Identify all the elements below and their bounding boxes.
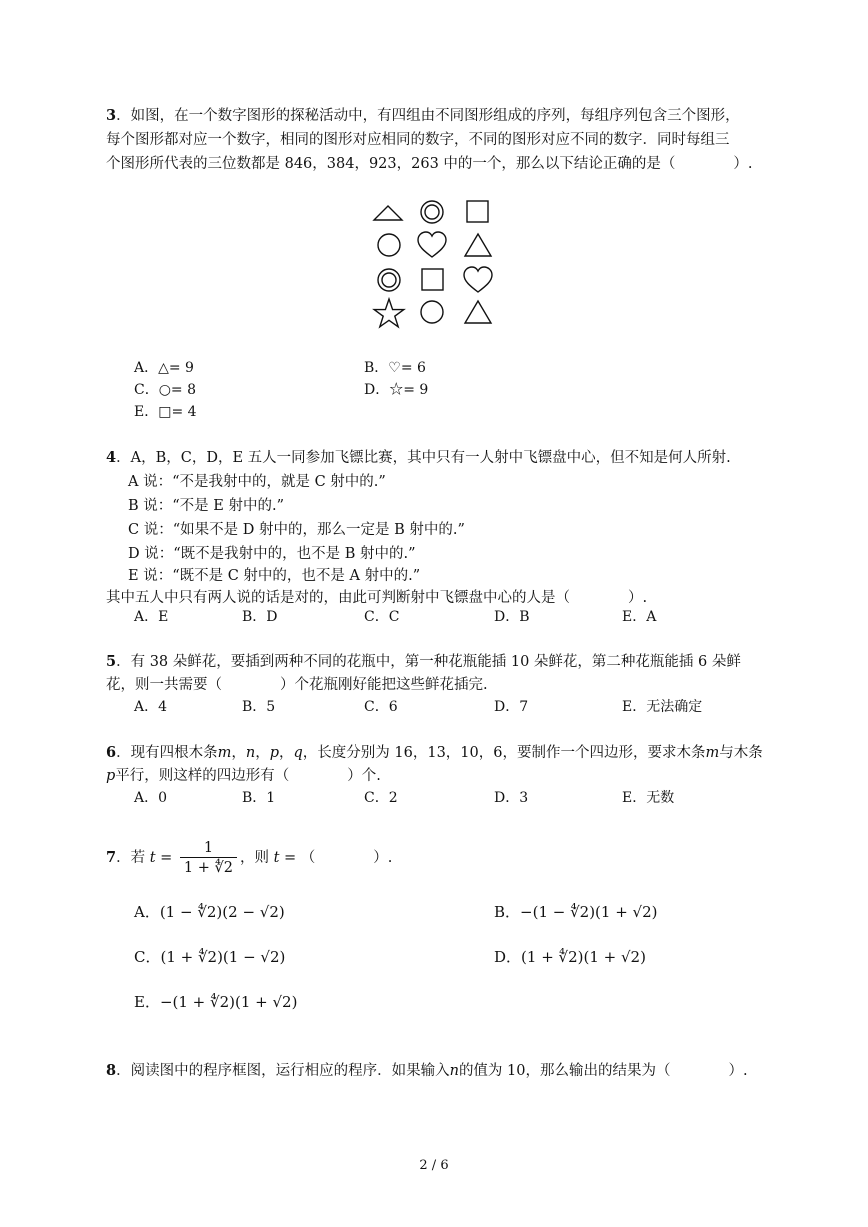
q4-option-a[interactable]: A．E bbox=[134, 609, 169, 625]
q8-number: 8 bbox=[106, 1062, 117, 1079]
q7-option-d[interactable]: D．(1 + ∜2)(1 + √2) bbox=[494, 948, 646, 966]
q4-line-last: 其中五人中只有两人说的话是对的，由此可判断射中飞镖盘中心的人是（ ）. bbox=[106, 590, 648, 606]
q6-number: 6 bbox=[106, 744, 117, 761]
q6-var-q: q bbox=[293, 745, 303, 761]
q8-var-n: n bbox=[449, 1063, 459, 1079]
circle-icon bbox=[378, 234, 400, 256]
q5-option-e[interactable]: E．无法确定 bbox=[622, 699, 703, 715]
q3-option-e[interactable]: E．□= 4 bbox=[134, 404, 197, 420]
q3-option-c[interactable]: C．○= 8 bbox=[134, 382, 197, 398]
q6-sep-1: ， bbox=[231, 745, 246, 761]
q4-statement-c: C 说：“如果不是 D 射中的，那么一定是 B 射中的.” bbox=[128, 522, 465, 538]
q4-option-e[interactable]: E．A bbox=[622, 609, 657, 625]
triangle-icon bbox=[374, 206, 402, 220]
q5-text-1: ．有 38 朵鲜花，要插到两种不同的花瓶中，第一种花瓶能插 10 朵鲜花，第二种花瓶能插 6 朵鲜 bbox=[116, 654, 741, 670]
q4-statement-e: E 说：“既不是 C 射中的，也不是 A 射中的.” bbox=[128, 568, 421, 584]
q7-mid: ，则 bbox=[239, 850, 274, 866]
q6-sep-2: ， bbox=[255, 745, 270, 761]
q3-option-d[interactable]: D．☆= 9 bbox=[364, 382, 429, 398]
q7-option-c[interactable]: C．(1 + ∜2)(1 − √2) bbox=[134, 948, 286, 966]
q7-prefix: ．若 bbox=[116, 850, 150, 866]
q6-var-n: n bbox=[245, 745, 256, 761]
heart-icon bbox=[464, 267, 492, 292]
q6-var-m: m bbox=[217, 745, 232, 761]
q7-option-e[interactable]: E．−(1 + ∜2)(1 + √2) bbox=[134, 993, 298, 1011]
q4-statement-b: B 说：“不是 E 射中的.” bbox=[128, 498, 285, 514]
circle-icon bbox=[421, 301, 443, 323]
q6-var-p2: p bbox=[106, 768, 116, 784]
double-circle-icon bbox=[421, 201, 443, 223]
heart-icon bbox=[418, 232, 446, 257]
q5-option-d[interactable]: D．7 bbox=[494, 699, 529, 715]
q6-var-p: p bbox=[269, 745, 279, 761]
q5-option-c[interactable]: C．6 bbox=[364, 699, 398, 715]
q7-var-t2: t bbox=[273, 850, 280, 866]
q6-option-e[interactable]: E．无数 bbox=[622, 790, 675, 806]
q7-option-a[interactable]: A．(1 − ∜2)(2 − √2) bbox=[134, 903, 285, 921]
q7-line-1 bbox=[106, 838, 392, 878]
page-number: 2 / 6 bbox=[419, 1158, 449, 1173]
star-icon bbox=[374, 299, 404, 327]
q6-option-b[interactable]: B．1 bbox=[242, 790, 276, 806]
q6-sep-3: ， bbox=[278, 745, 294, 761]
q3-number: 3 bbox=[106, 107, 117, 124]
q8-text-b: 的值为 10，那么输出的结果为（ ）. bbox=[458, 1063, 748, 1079]
triangle-icon bbox=[465, 234, 491, 256]
q5-line-2: 花，则一共需要（ ）个花瓶刚好能把这些鲜花插完. bbox=[106, 677, 488, 693]
q5-line-1 bbox=[106, 652, 741, 672]
q3-option-a[interactable]: A．△= 9 bbox=[134, 360, 194, 376]
q7-var-t: t bbox=[149, 850, 156, 866]
q4-option-d[interactable]: D．B bbox=[494, 609, 530, 625]
double-circle-icon bbox=[378, 269, 400, 291]
shape-grid-figure bbox=[368, 196, 512, 336]
square-icon bbox=[467, 201, 488, 222]
q6-line-2 bbox=[106, 766, 381, 786]
q4-statement-a: A 说：“不是我射中的，就是 C 射中的.” bbox=[128, 474, 386, 490]
q3-line-2: 每个图形都对应一个数字，相同的图形对应相同的数字，不同的图形对应不同的数字．同时每组三 bbox=[106, 132, 730, 148]
q4-option-c[interactable]: C．C bbox=[364, 609, 400, 625]
q6-option-c[interactable]: C．2 bbox=[364, 790, 398, 806]
q7-number: 7 bbox=[106, 849, 117, 866]
q4-text-1: ．A，B，C，D，E 五人一同参加飞镖比赛，其中只有一人射中飞镖盘中心，但不知是何人所射. bbox=[116, 450, 731, 466]
q3-line-3: 个图形所代表的三位数都是 846，384，923，263 中的一个，那么以下结论正确的是（ ）. bbox=[106, 156, 753, 172]
q7-suffix: = （ ）. bbox=[279, 850, 393, 866]
q6-text-a: ．现有四根木条 bbox=[116, 745, 218, 761]
q8-text-a: ．阅读图中的程序框图，运行相应的程序．如果输入 bbox=[116, 1063, 450, 1079]
q4-option-b[interactable]: B．D bbox=[242, 609, 278, 625]
q8-line-1 bbox=[106, 1061, 748, 1081]
q7-fraction bbox=[180, 839, 237, 878]
q4-number: 4 bbox=[106, 449, 117, 466]
q6-line-1 bbox=[106, 743, 763, 763]
q5-number: 5 bbox=[106, 653, 117, 670]
q4-statement-d: D 说：“既不是我射中的，也不是 B 射中的.” bbox=[128, 546, 416, 562]
q5-option-a[interactable]: A．4 bbox=[134, 699, 168, 715]
q6-var-m2: m bbox=[705, 745, 720, 761]
q4-line-1 bbox=[106, 448, 731, 468]
q7-option-b[interactable]: B．−(1 − ∜2)(1 + √2) bbox=[494, 903, 658, 921]
q3-text-1: ．如图，在一个数字图形的探秘活动中，有四组由不同图形组成的序列，每组序列包含三个图形， bbox=[116, 108, 740, 124]
q6-text-2: 平行，则这样的四边形有（ ）个. bbox=[115, 768, 381, 784]
q6-text-b: ，长度分别为 16，13，10，6，要制作一个四边形，要求木条 bbox=[302, 745, 706, 761]
q6-text-c: 与木条 bbox=[719, 745, 763, 761]
triangle-icon bbox=[465, 301, 491, 323]
q6-option-a[interactable]: A．0 bbox=[134, 790, 168, 806]
q6-option-d[interactable]: D．3 bbox=[494, 790, 529, 806]
q3-line-1 bbox=[106, 106, 740, 126]
q3-option-b[interactable]: B．♡= 6 bbox=[364, 360, 426, 376]
q7-fraction-denominator: 1 + ∜2 bbox=[183, 859, 233, 876]
q7-eq: = bbox=[155, 850, 177, 866]
square-icon bbox=[422, 269, 443, 290]
q7-fraction-numerator: 1 bbox=[180, 839, 237, 858]
q5-option-b[interactable]: B．5 bbox=[242, 699, 276, 715]
